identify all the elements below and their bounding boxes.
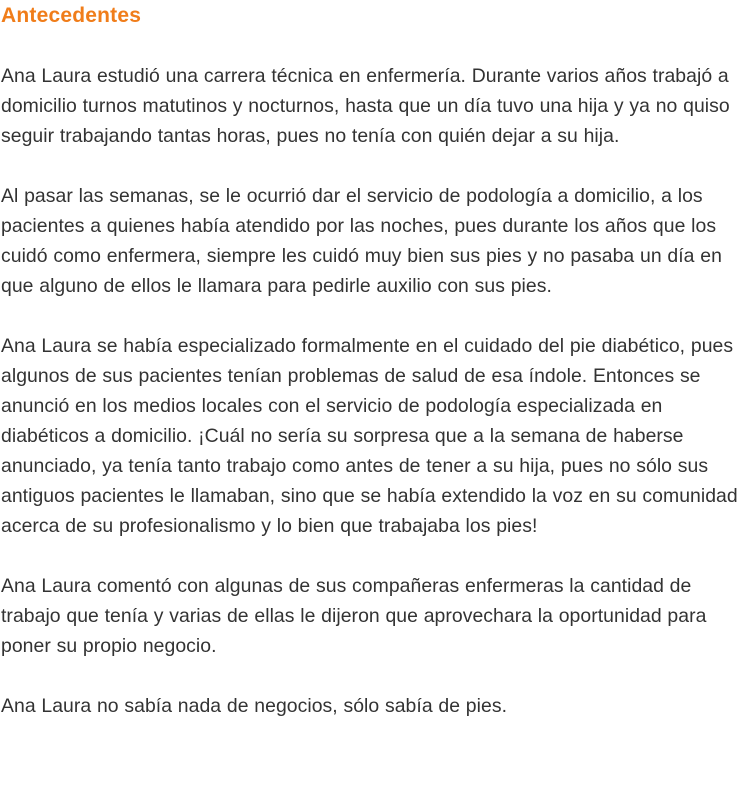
paragraph-5: Ana Laura no sabía nada de negocios, sólo sabía de pies.: [1, 695, 508, 717]
paragraph-3: Ana Laura se había especializado formalmente en el cuidado del pie diabético, pues algunos de sus pacientes tenían problemas de salud de esa índole. Entonces se anunció en los medios locales con el servicio de podología especializada en diabéticos a domicilio. ¡Cuál no sería su sorpresa que a la semana de haberse anunciado, ya tenía tanto trabajo como antes de tener a su hija, pues no sólo sus antiguos pacientes le llamaban, sino que se había extendido la voz en su comunidad acerca de su profesionalismo y lo bien que trabajaba los pies!: [1, 335, 738, 537]
section-heading: Antecedentes: [1, 4, 142, 27]
paragraph-4: Ana Laura comentó con algunas de sus compañeras enfermeras la cantidad de trabajo que tenía y varias de ellas le dijeron que aprovechara la oportunidad para poner su propio negocio.: [1, 575, 707, 657]
paragraph-2: Al pasar las semanas, se le ocurrió dar el servicio de podología a domicilio, a los pacientes a quienes había atendido por las noches, pues durante los años que los cuidó como enfermera, siempre les cuidó muy bien sus pies y no pasaba un día en que alguno de ellos le llamara para pedirle auxilio con sus pies.: [1, 185, 722, 297]
paragraph-1: Ana Laura estudió una carrera técnica en enfermería. Durante varios años trabajó a domicilio turnos matutinos y nocturnos, hasta que un día tuvo una hija y ya no quiso seguir trabajando tantas horas, pues no tenía con quién dejar a su hija.: [1, 65, 730, 147]
